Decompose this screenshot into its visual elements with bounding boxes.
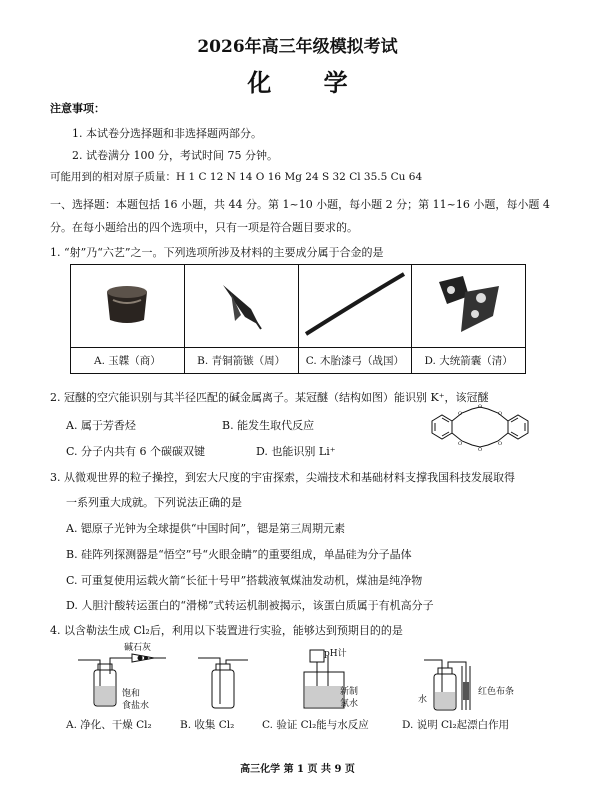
svg-text:O: O <box>478 404 483 410</box>
subject-title: 化 学 <box>247 68 370 97</box>
quiver-image <box>429 270 509 340</box>
exam-title: 2026年高三年级模拟考试 <box>197 37 398 57</box>
q1-option-d[interactable]: D. 大统箭囊（清） <box>412 348 526 374</box>
label-red-cloth: 红色布条 <box>478 687 515 697</box>
q3-stem-line1: 3. 从微观世界的粒子操控，到宏大尺度的宇宙探索，尖端技术和基础材料支撑我国科技发展取得 <box>50 471 515 484</box>
q1-stem: 1. “射”乃“六艺”之一。下列选项所涉及材料的主要成分属于合金的是 <box>50 246 384 259</box>
q1-option-c[interactable]: C. 木胎漆弓（战国） <box>298 348 412 374</box>
lacquered-bow-image <box>300 270 410 340</box>
q2-stem: 2. 冠醚的空穴能识别与其半径匹配的碱金属离子。某冠醚（结构如图）能识别 K⁺，该冠醚 <box>50 391 489 404</box>
svg-text:O: O <box>478 447 483 453</box>
q3-option-d[interactable]: D. 人胆汁酸转运蛋白的“滑梯”式转运机制被揭示，该蛋白质属于有机高分子 <box>66 599 434 612</box>
notice-item-2: 2. 试卷满分 100 分，考试时间 75 分钟。 <box>72 149 278 162</box>
atomic-masses: 可能用到的相对原子质量：H 1 C 12 N 14 O 16 Mg 24 S 32 Cl 35.5 Cu 64 <box>50 171 423 183</box>
label-ph-meter: pH计 <box>324 649 347 659</box>
section1-intro-line1: 一、选择题：本题包括 16 小题，共 44 分。第 1~10 小题，每小题 2 分；第 11~16 小题，每小题 4 <box>50 198 550 211</box>
q1-image-b <box>184 265 298 348</box>
q4-option-c[interactable]: C. 验证 Cl₂能与水反应 <box>262 719 369 731</box>
label-water: 水 <box>418 695 428 705</box>
section1-intro-line2: 分。在每小题给出的四个选项中，只有一项是符合题目要求的。 <box>50 221 358 234</box>
svg-text:O: O <box>498 441 503 447</box>
jade-thumb-ring-image <box>97 280 157 330</box>
bronze-arrowhead-image <box>211 275 271 335</box>
q2-option-c[interactable]: C. 分子内共有 6 个碳碳双键 <box>66 445 206 458</box>
label-chlorine-water: 新制 氯水 <box>340 687 359 709</box>
q4-apparatus-d <box>420 652 520 714</box>
q4-apparatus-a <box>70 640 170 712</box>
svg-text:O: O <box>458 411 463 417</box>
q1-option-b[interactable]: B. 青铜箭镞（周） <box>184 348 298 374</box>
q2-option-b[interactable]: B. 能发生取代反应 <box>222 419 315 432</box>
notice-item-1: 1. 本试卷分选择题和非选择题两部分。 <box>72 127 262 140</box>
crown-ether-structure <box>420 403 540 455</box>
q3-stem-line2: 一系列重大成就。下列说法正确的是 <box>66 496 242 509</box>
q3-option-b[interactable]: B. 硅阵列探测器是“悟空”号“火眼金睛”的重要组成，单晶硅为分子晶体 <box>66 548 412 561</box>
notice-heading: 注意事项： <box>50 102 105 115</box>
page-footer: 高三化学 第 1 页 共 9 页 <box>240 764 355 775</box>
q1-image-c <box>298 265 412 348</box>
q4-stem: 4. 以含勒法生成 Cl₂后，利用以下装置进行实验，能够达到预期目的的是 <box>50 624 403 637</box>
q4-option-d[interactable]: D. 说明 Cl₂起漂白作用 <box>402 719 510 731</box>
q1-options-table <box>70 264 526 374</box>
q2-option-d[interactable]: D. 也能识别 Li⁺ <box>256 445 336 458</box>
svg-text:O: O <box>458 441 463 447</box>
q3-option-c[interactable]: C. 可重复使用运载火箭“长征十号甲”搭载液氧煤油发动机，煤油是纯净物 <box>66 574 423 587</box>
q4-option-a[interactable]: A. 净化、干燥 Cl₂ <box>66 719 152 731</box>
q4-apparatus-b <box>190 650 260 712</box>
q1-image-d <box>412 265 526 348</box>
q1-image-a <box>71 265 185 348</box>
q4-option-b[interactable]: B. 收集 Cl₂ <box>180 719 235 731</box>
q3-option-a[interactable]: A. 锶原子光钟为全球提供“中国时间”，锶是第三周期元素 <box>66 522 346 535</box>
label-saturated-brine: 饱和 食盐水 <box>122 689 150 711</box>
q1-option-a[interactable]: A. 玉韘（商） <box>71 348 185 374</box>
label-soda-lime: 碱石灰 <box>124 643 152 653</box>
q2-option-a[interactable]: A. 属于芳香烃 <box>66 419 136 432</box>
svg-text:O: O <box>498 411 503 417</box>
